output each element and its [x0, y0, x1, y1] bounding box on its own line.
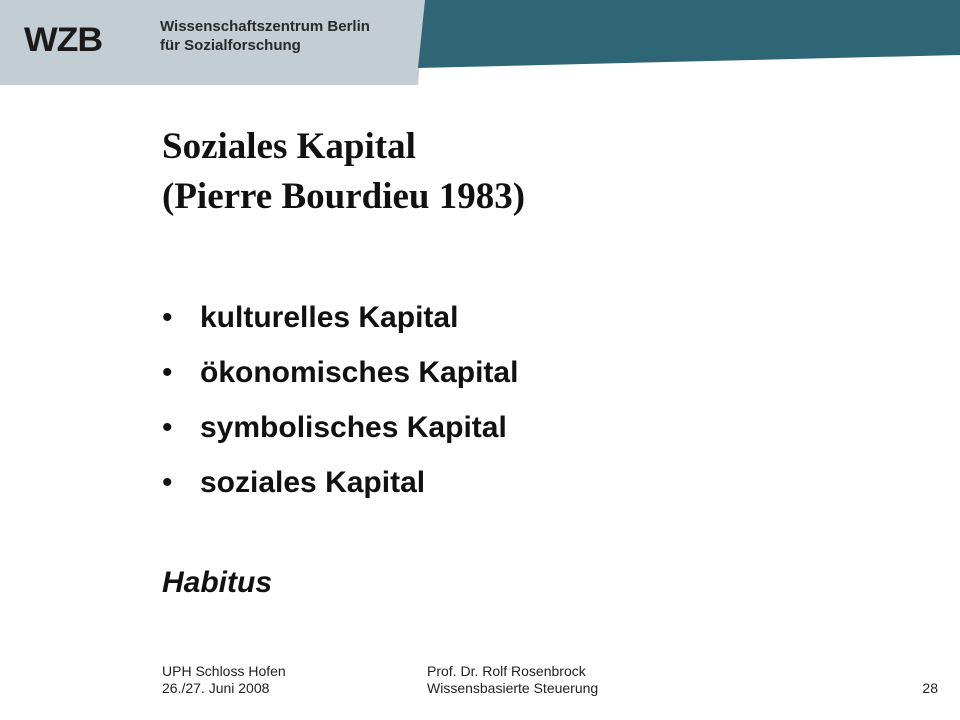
bullet-dot: • — [162, 411, 173, 444]
bullet-list — [162, 290, 518, 510]
bullet-item — [162, 345, 518, 400]
footer-author — [427, 663, 598, 697]
footer-author-line1: Prof. Dr. Rolf Rosenbrock — [427, 663, 586, 679]
slide-title — [162, 122, 525, 222]
footer-event-line2: 26./27. Juni 2008 — [162, 680, 270, 696]
slide-title-line2: (Pierre Bourdieu 1983) — [162, 176, 526, 217]
bullet-text: soziales Kapital — [200, 466, 426, 499]
bullet-text: ökonomisches Kapital — [200, 356, 519, 389]
footer-event-line1: UPH Schloss Hofen — [162, 663, 286, 679]
bullet-item — [162, 400, 518, 455]
logo-text-line2: für Sozialforschung — [160, 37, 301, 54]
header-band-right — [418, 0, 960, 68]
logo-text-line1: Wissenschaftszentrum Berlin — [160, 18, 370, 35]
bullet-item — [162, 290, 518, 345]
bullet-dot: • — [162, 466, 173, 499]
header-band — [0, 0, 960, 85]
habitus-text: Habitus — [162, 566, 273, 599]
wzb-logo-text — [160, 17, 370, 55]
bullet-dot: • — [162, 356, 173, 389]
bullet-dot: • — [162, 301, 173, 334]
wzb-logo-mark: WZB — [24, 21, 103, 59]
footer-event — [162, 663, 286, 697]
bullet-item — [162, 455, 518, 510]
bullet-text: kulturelles Kapital — [200, 301, 459, 334]
footer-author-line2: Wissensbasierte Steuerung — [427, 680, 599, 696]
bullet-text: symbolisches Kapital — [200, 411, 507, 444]
page-number: 28 — [922, 680, 938, 696]
slide-title-line1: Soziales Kapital — [162, 126, 416, 167]
